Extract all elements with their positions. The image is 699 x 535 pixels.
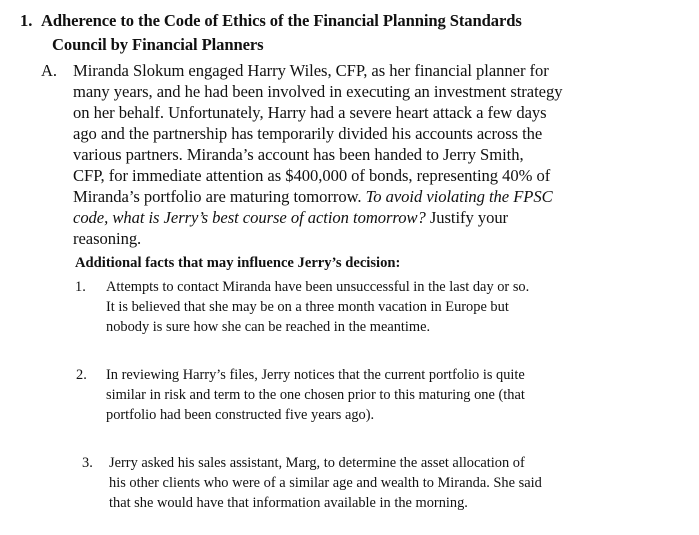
fact-line: Jerry asked his sales assistant, Marg, to determine the asset allocation of [109,455,525,471]
section-title-line-2: Council by Financial Planners [52,35,264,54]
question-prompt-italic: To avoid violating the FPSC [365,187,553,206]
question-label: A. [41,61,58,80]
fact-line: nobody is sure how she can be reached in the meantime. [106,319,431,335]
question-text: Justify your [425,208,509,227]
question-line: many years, and he had been involved in executing an investment strategy [73,82,563,101]
question-line: ago and the partnership has temporarily divided his accounts across the [73,124,543,143]
question-line: various partners. Miranda’s account has been handed to Jerry Smith, [73,145,524,164]
fact-line: that she would have that information available in the morning. [109,495,468,511]
fact-number: 1. [75,279,86,295]
question-line [73,187,553,207]
fact-number: 3. [82,455,93,471]
question-line: CFP, for immediate attention as $400,000 of bonds, representing 40% of [73,166,551,185]
fact-line: his other clients who were of a similar age and wealth to Miranda. She said [109,475,542,491]
fact-line: It is believed that she may be on a three month vacation in Europe but [106,299,509,315]
fact-line: Attempts to contact Miranda have been unsuccessful in the last day or so. [106,279,530,295]
question-prompt-italic: code, what is Jerry’s best course of action tomorrow? [73,208,426,227]
fact-line: similar in risk and term to the one chosen prior to this maturing one (that [106,387,525,403]
question-line: Miranda Slokum engaged Harry Wiles, CFP, as her financial planner for [73,61,549,80]
question-line: reasoning. [73,229,142,248]
question-line [73,208,508,228]
fact-line: In reviewing Harry’s files, Jerry notices that the current portfolio is quite [106,367,525,383]
section-title-line-1: Adherence to the Code of Ethics of the Financial Planning Standards [41,11,522,30]
question-line: on her behalf. Unfortunately, Harry had a severe heart attack a few days [73,103,547,122]
question-text: Miranda’s portfolio are maturing tomorrow. [73,187,366,206]
fact-number: 2. [76,367,87,383]
fact-line: portfolio had been constructed five years ago). [106,407,375,423]
section-number: 1. [20,11,33,30]
facts-title: Additional facts that may influence Jerry’s decision: [75,255,401,271]
